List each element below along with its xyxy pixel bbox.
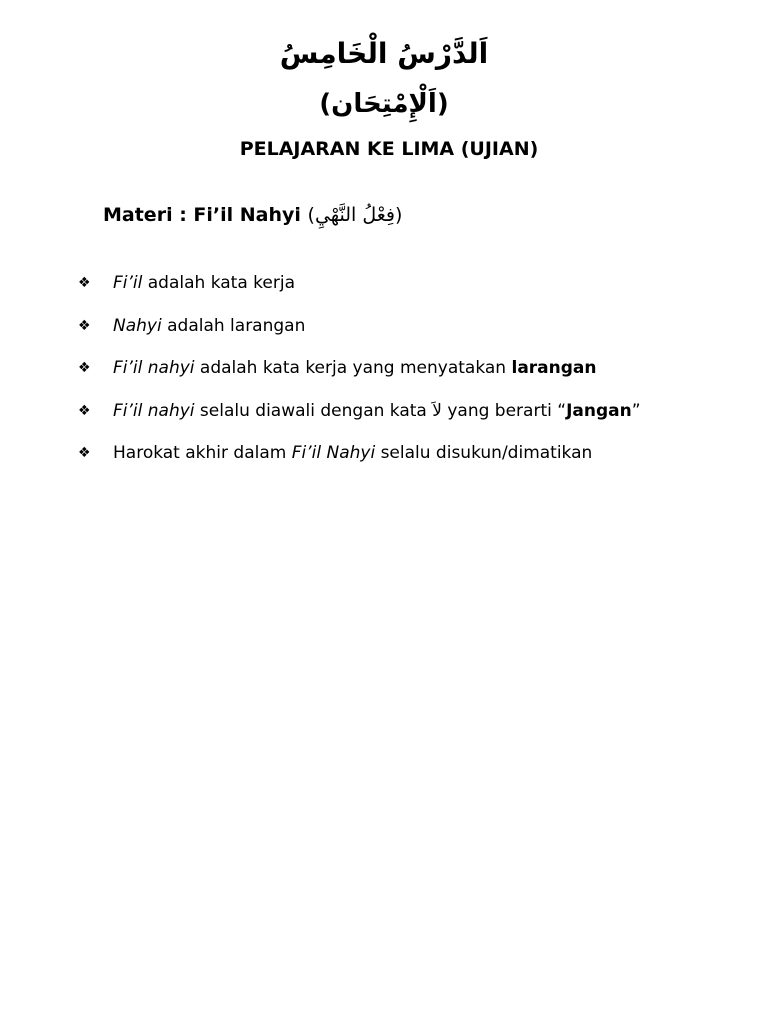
bullet-list: [78, 268, 641, 481]
materi-arabic: (فِعْلُ النَّهْيِ): [307, 204, 403, 226]
item-italic: Fi’il nahyi: [113, 400, 195, 421]
arabic-subtitle: (اَلْإِمْتِحَان): [319, 89, 449, 119]
item-italic: Fi’il nahyi: [113, 358, 195, 378]
item-italic: Fi’il: [113, 273, 143, 293]
item-text: adalah kata kerja: [142, 273, 295, 293]
item-arabic: لاَ: [432, 400, 442, 421]
item-text-2: yang berarti “: [441, 400, 567, 421]
arabic-title: اَلدَّرْسُ الْخَامِسُ: [279, 37, 489, 70]
list-item: [78, 268, 641, 298]
diamond-bullet-icon: ❖: [78, 317, 91, 334]
item-text: adalah kata kerja yang menyatakan: [194, 358, 512, 378]
item-text: Harokat akhir dalam: [113, 443, 292, 463]
item-text-3: ”: [631, 400, 641, 421]
materi-label: Materi : Fi’il Nahyi: [103, 204, 301, 226]
item-italic: Nahyi: [113, 315, 162, 336]
diamond-bullet-icon: ❖: [78, 275, 91, 291]
item-bold: Jangan: [566, 400, 632, 421]
item-bold: larangan: [511, 358, 597, 378]
item-italic: Fi’il Nahyi: [291, 443, 376, 463]
list-item: [78, 396, 641, 426]
materi-line: [103, 198, 402, 232]
page-heading: PELAJARAN KE LIMA (UJIAN): [239, 138, 539, 160]
item-text: selalu diawali dengan kata: [194, 400, 433, 421]
diamond-bullet-icon: ❖: [78, 360, 91, 376]
list-item: [78, 311, 641, 341]
list-item: [78, 353, 641, 383]
item-text-2: selalu disukun/dimatikan: [375, 443, 593, 463]
diamond-bullet-icon: ❖: [78, 402, 91, 419]
list-item: [78, 438, 641, 468]
item-text: adalah larangan: [161, 315, 306, 336]
diamond-bullet-icon: ❖: [78, 445, 91, 461]
